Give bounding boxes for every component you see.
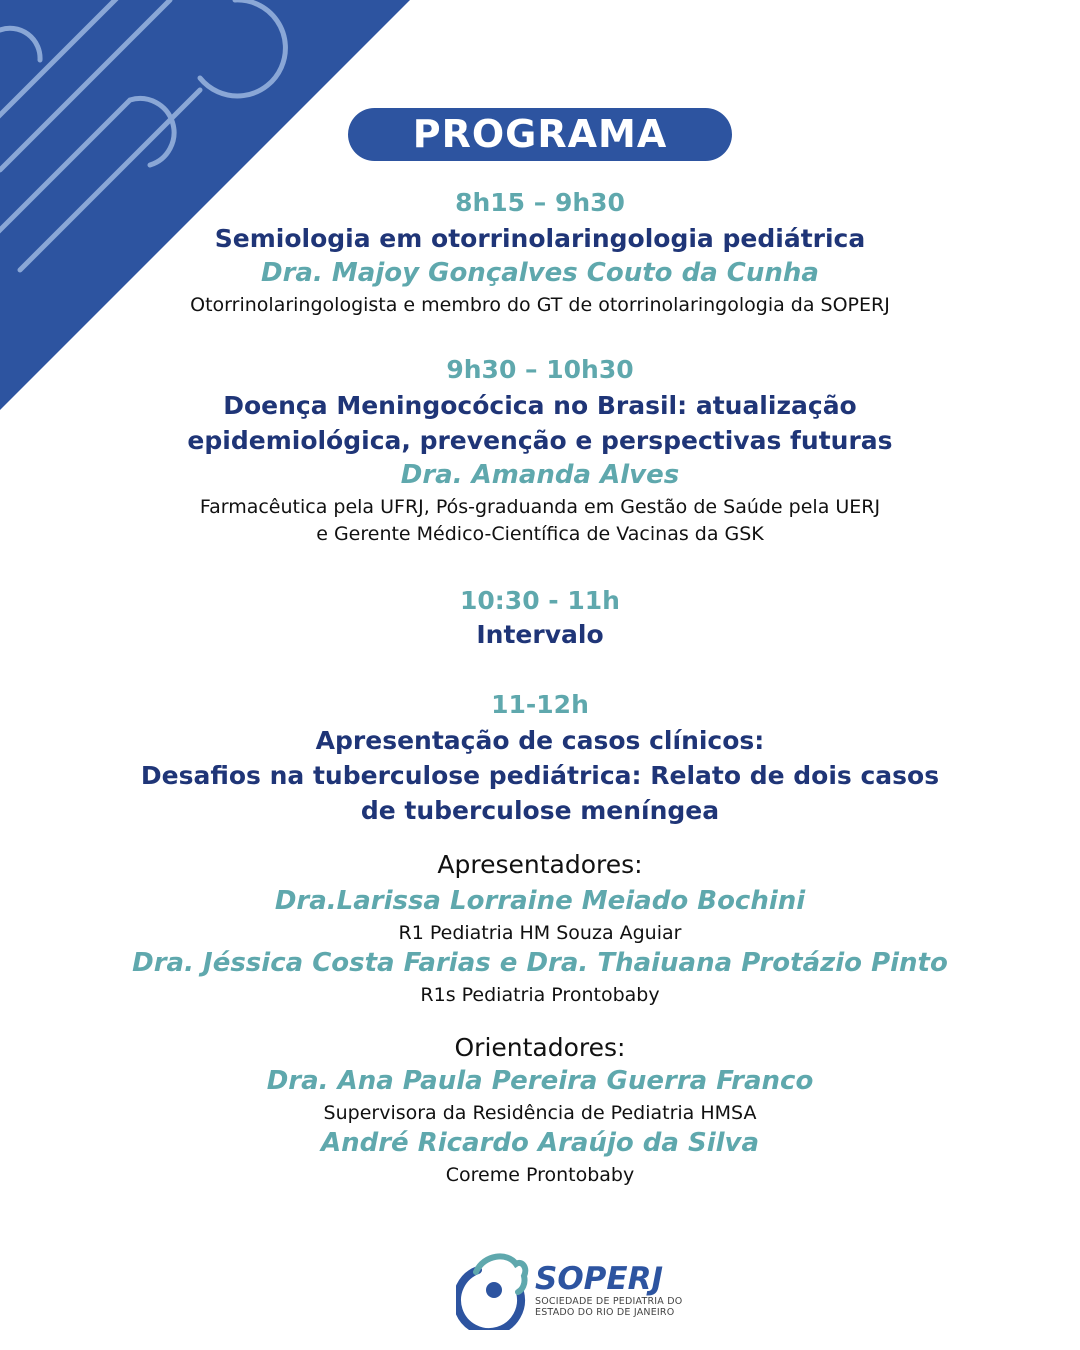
program-title-badge: PROGRAMA xyxy=(348,108,732,161)
session-speaker: Dra. Amanda Alves xyxy=(400,460,680,490)
session-title: Intervalo xyxy=(476,620,604,649)
logo-name: SOPERJ xyxy=(535,1261,663,1297)
advisor-name: André Ricardo Araújo da Silva xyxy=(320,1128,760,1158)
soperj-logo xyxy=(535,1262,682,1318)
logo-tagline: ESTADO DO RIO DE JANEIRO xyxy=(535,1307,675,1318)
presenter-name: Dra.Larissa Lorraine Meiado Bochini xyxy=(274,886,806,916)
session-speaker-desc: e Gerente Médico-Científica de Vacinas da GSK xyxy=(316,523,764,545)
session-time: 9h30 – 10h30 xyxy=(446,355,634,384)
session-title: Semiologia em otorrinolaringologia pediátrica xyxy=(214,224,866,253)
advisor-name: Dra. Ana Paula Pereira Guerra Franco xyxy=(266,1066,814,1096)
presenter-name: Dra. Jéssica Costa Farias e Dra. Thaiuana Protázio Pinto xyxy=(132,948,948,978)
logo-tagline: SOCIEDADE DE PEDIATRIA DO xyxy=(535,1296,683,1307)
session-time: 8h15 – 9h30 xyxy=(455,188,625,217)
session-title: Doença Meningocócica no Brasil: atualização xyxy=(223,391,857,420)
advisors-heading: Orientadores: xyxy=(454,1033,626,1062)
session-title: de tuberculose meníngea xyxy=(360,796,720,825)
advisor-role: Supervisora da Residência de Pediatria HMSA xyxy=(323,1102,757,1124)
session-speaker-desc: Otorrinolaringologista e membro do GT de otorrinolaringologia da SOPERJ xyxy=(190,294,890,316)
session-time: 10:30 - 11h xyxy=(460,586,620,615)
presenters-heading: Apresentadores: xyxy=(437,850,643,879)
presenter-role: R1s Pediatria Prontobaby xyxy=(420,984,660,1006)
advisor-role: Coreme Prontobaby xyxy=(445,1164,635,1186)
session-title: epidemiológica, prevenção e perspectivas futuras xyxy=(187,426,893,455)
presenter-role: R1 Pediatria HM Souza Aguiar xyxy=(398,922,682,944)
session-speaker: Dra. Majoy Gonçalves Couto da Cunha xyxy=(261,258,819,288)
session-title: Apresentação de casos clínicos: xyxy=(315,726,765,755)
session-time: 11-12h xyxy=(491,690,589,719)
session-title: Desafios na tuberculose pediátrica: Relato de dois casos xyxy=(140,761,940,790)
session-speaker-desc: Farmacêutica pela UFRJ, Pós-graduanda em Gestão de Saúde pela UERJ xyxy=(199,496,881,518)
